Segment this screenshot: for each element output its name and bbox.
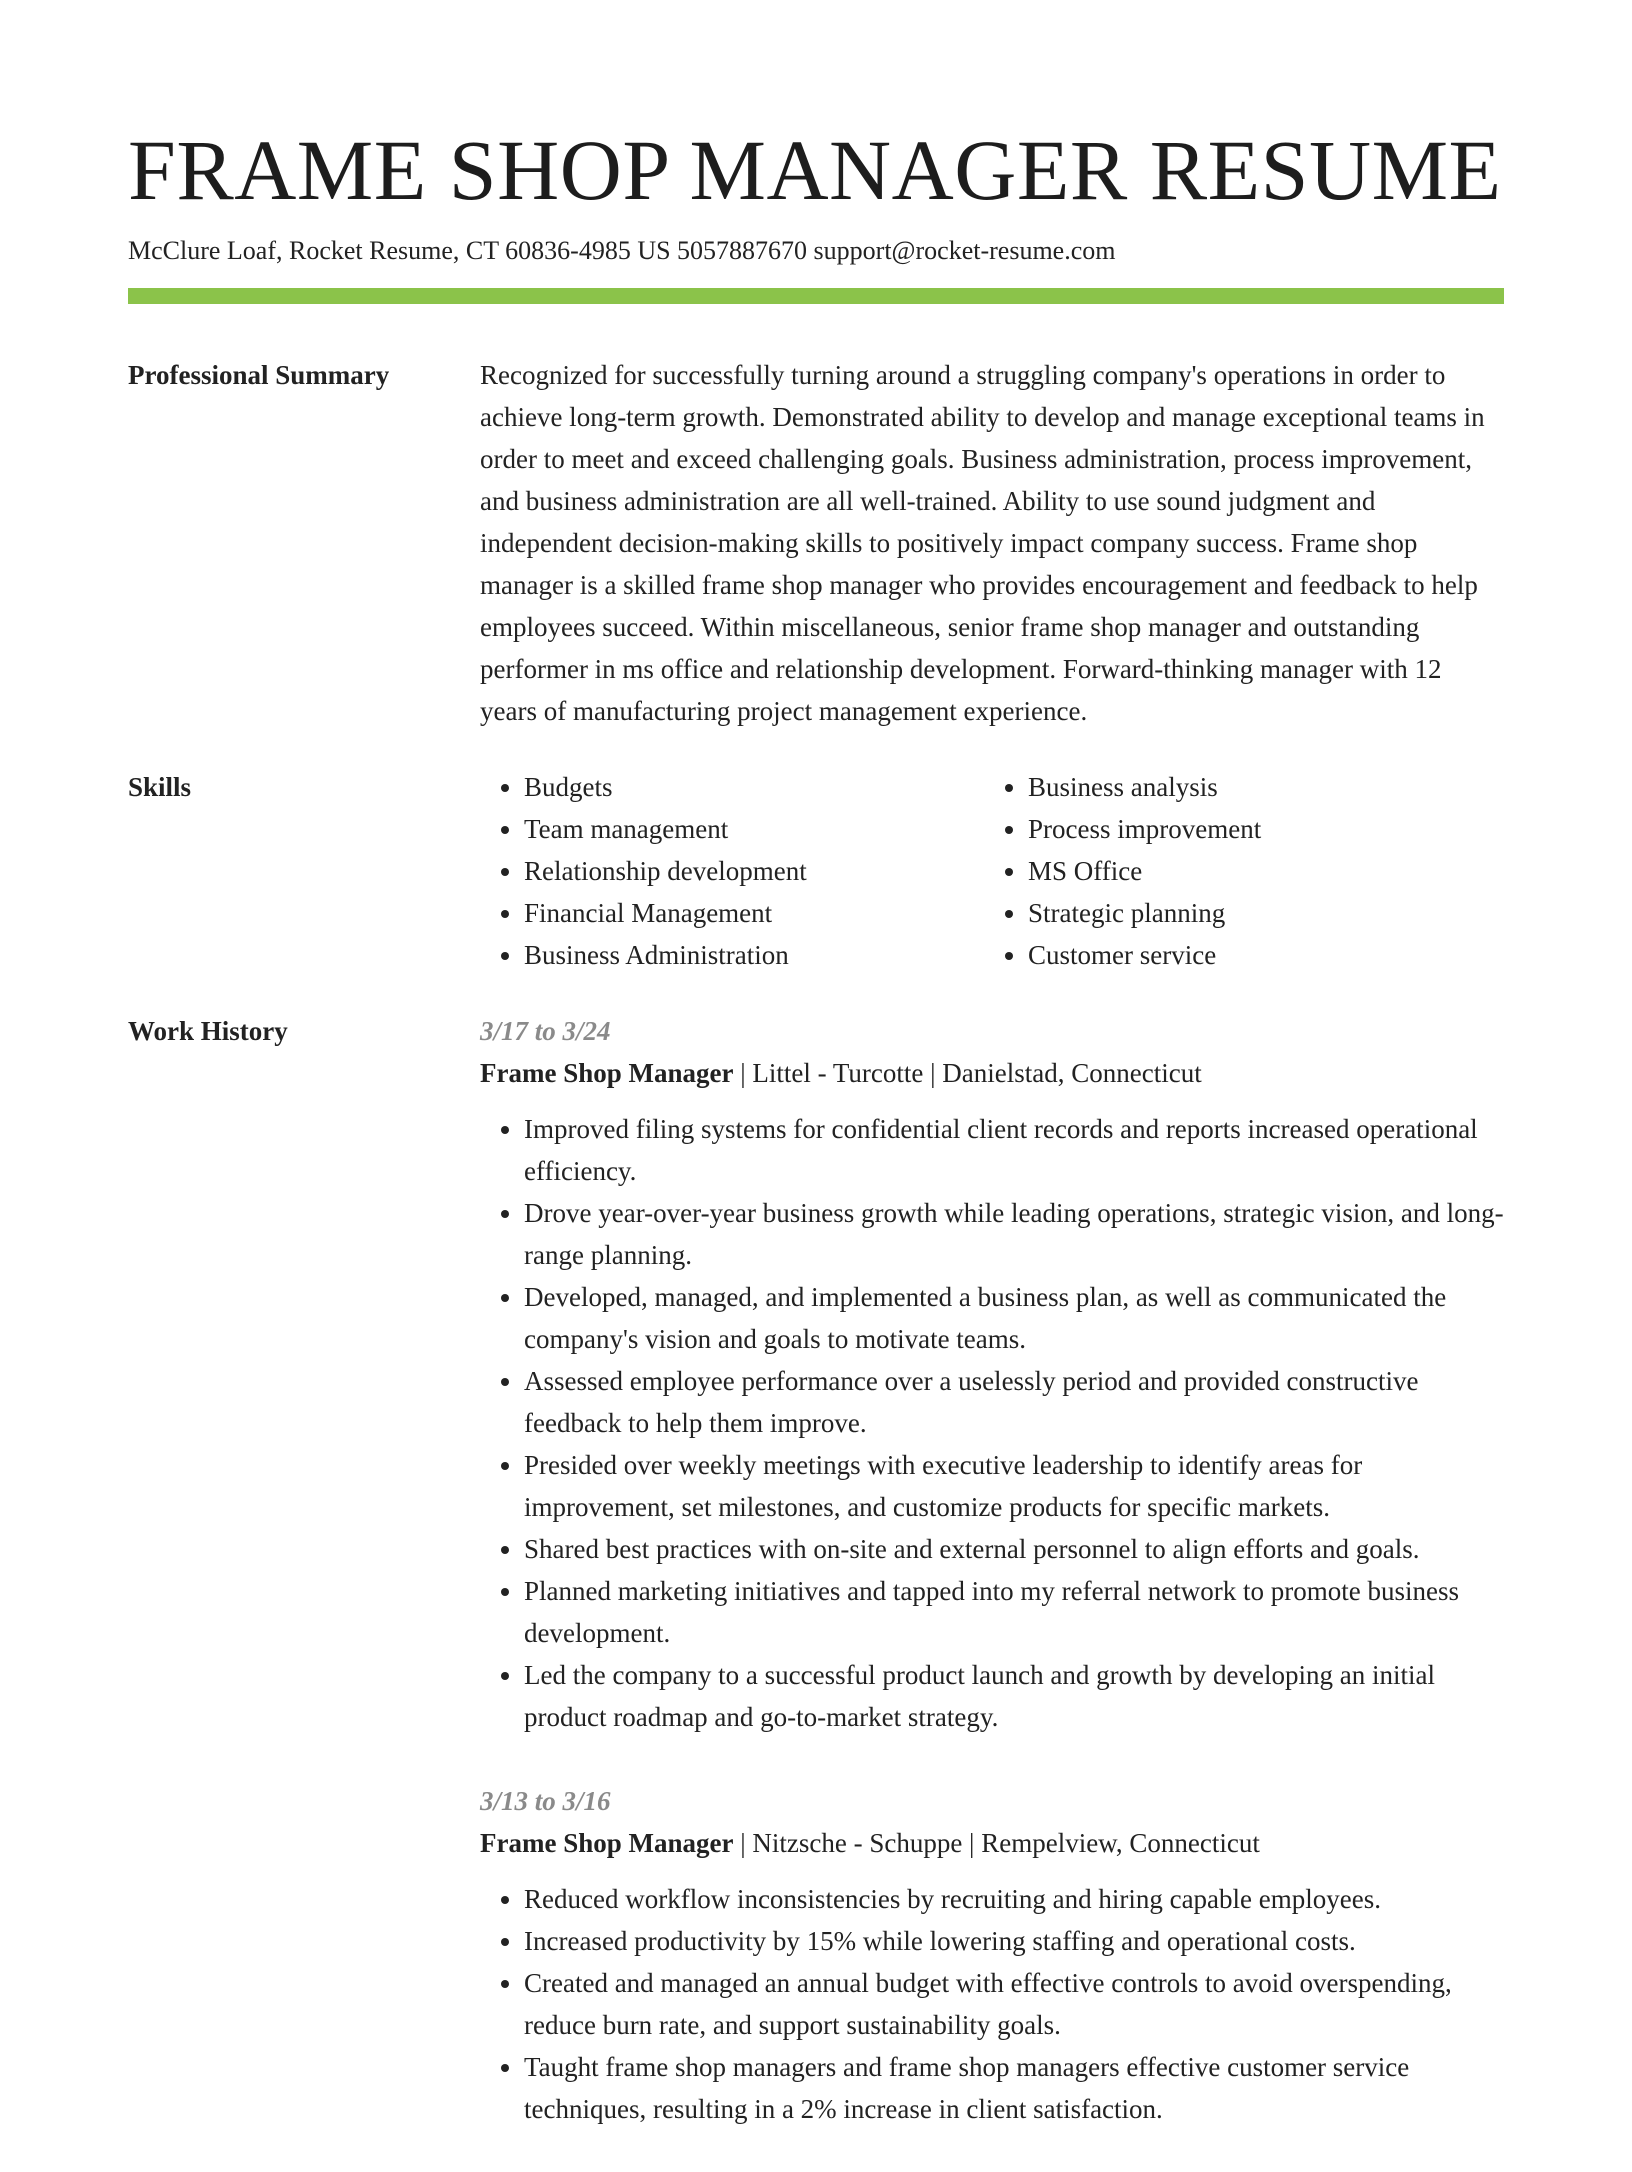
job-details: | Littel - Turcotte | Danielstad, Connecticut [733,1058,1202,1088]
job-bullet: • Assessed employee performance over a uselessly period and provided constructive feedback to help them improve. [524,1360,1504,1444]
job-bullet: • Taught frame shop managers and frame shop managers effective customer service techniques, resulting in a 2% increase in client satisfaction. [524,2046,1504,2130]
job-bullet: • Reduced workflow inconsistencies by recruiting and hiring capable employees. [524,1878,1504,1920]
skill-item: • Financial Management [524,892,984,934]
skill-item: • Business analysis [1028,766,1504,808]
job-bullet: • Planned marketing initiatives and tapped into my referral network to promote business development. [524,1570,1504,1654]
job-heading [480,1052,1504,1094]
job-dates: 3/17 to 3/24 [480,1016,611,1046]
job-title: Frame Shop Manager [480,1828,734,1858]
skill-item: • Strategic planning [1028,892,1504,934]
skills-left-list [480,766,984,976]
skill-item: • Team management [524,808,984,850]
job-bullet: • Created and managed an annual budget with effective controls to avoid overspending, reduce burn rate, and support sustainability goals. [524,1962,1504,2046]
summary-text: Recognized for successfully turning around a struggling company's operations in order to achieve long-term growth. Demonstrated ability to develop and manage exceptional teams in order to meet and exceed challenging goals. Business administration, process improvement, and business administration are all well-trained. Ability to use sound judgment and independent decision-making skills to positively impact company success. Frame shop manager is a skilled frame shop manager who provides encouragement and feedback to help employees succeed. Within miscellaneous, senior frame shop manager and outstanding performer in ms office and relationship development. Forward-thinking manager with 12 years of manufacturing project management experience. [480,360,1485,726]
resume-page [128,118,1504,2172]
skill-item: • Relationship development [524,850,984,892]
job-bullets [480,1108,1504,1738]
job-bullet: • Improved filing systems for confidential client records and reports increased operational efficiency. [524,1108,1504,1192]
professional-summary-section [128,354,1504,732]
job-bullet: • Presided over weekly meetings with executive leadership to identify areas for improvement, set milestones, and customize products for specific markets. [524,1444,1504,1528]
job-title: Frame Shop Manager [480,1058,734,1088]
job-bullet: • Led the company to a successful product launch and growth by developing an initial product roadmap and go-to-market strategy. [524,1654,1504,1738]
header-divider [128,288,1504,304]
section-label-skills: Skills [128,772,192,802]
contact-line: McClure Loaf, Rocket Resume, CT 60836-4985 US 5057887670 support@rocket-resume.com [128,236,1116,265]
job-entry [480,1010,1504,1738]
skills-right-list [984,766,1504,976]
skills-section [128,766,1504,976]
job-bullets [480,1878,1504,2130]
job-details: | Nitzsche - Schuppe | Rempelview, Connecticut [733,1828,1260,1858]
section-label-work: Work History [128,1016,288,1046]
skill-item: • MS Office [1028,850,1504,892]
section-label-summary: Professional Summary [128,360,390,390]
job-heading [480,1822,1504,1864]
job-bullet: • Drove year-over-year business growth while leading operations, strategic vision, and long-range planning. [524,1192,1504,1276]
job-bullet: • Shared best practices with on-site and external personnel to align efforts and goals. [524,1528,1504,1570]
job-dates: 3/13 to 3/16 [480,1786,611,1816]
skills-grid [480,766,1504,976]
job-entry [480,1780,1504,2130]
skill-item: • Customer service [1028,934,1504,976]
skill-item: • Budgets [524,766,984,808]
job-bullet: • Developed, managed, and implemented a business plan, as well as communicated the company's vision and goals to motivate teams. [524,1276,1504,1360]
work-history-section [128,1010,1504,2172]
resume-title: FRAME SHOP MANAGER RESUME [128,122,1502,218]
skill-item: • Business Administration [524,934,984,976]
job-bullet: • Increased productivity by 15% while lowering staffing and operational costs. [524,1920,1504,1962]
skill-item: • Process improvement [1028,808,1504,850]
